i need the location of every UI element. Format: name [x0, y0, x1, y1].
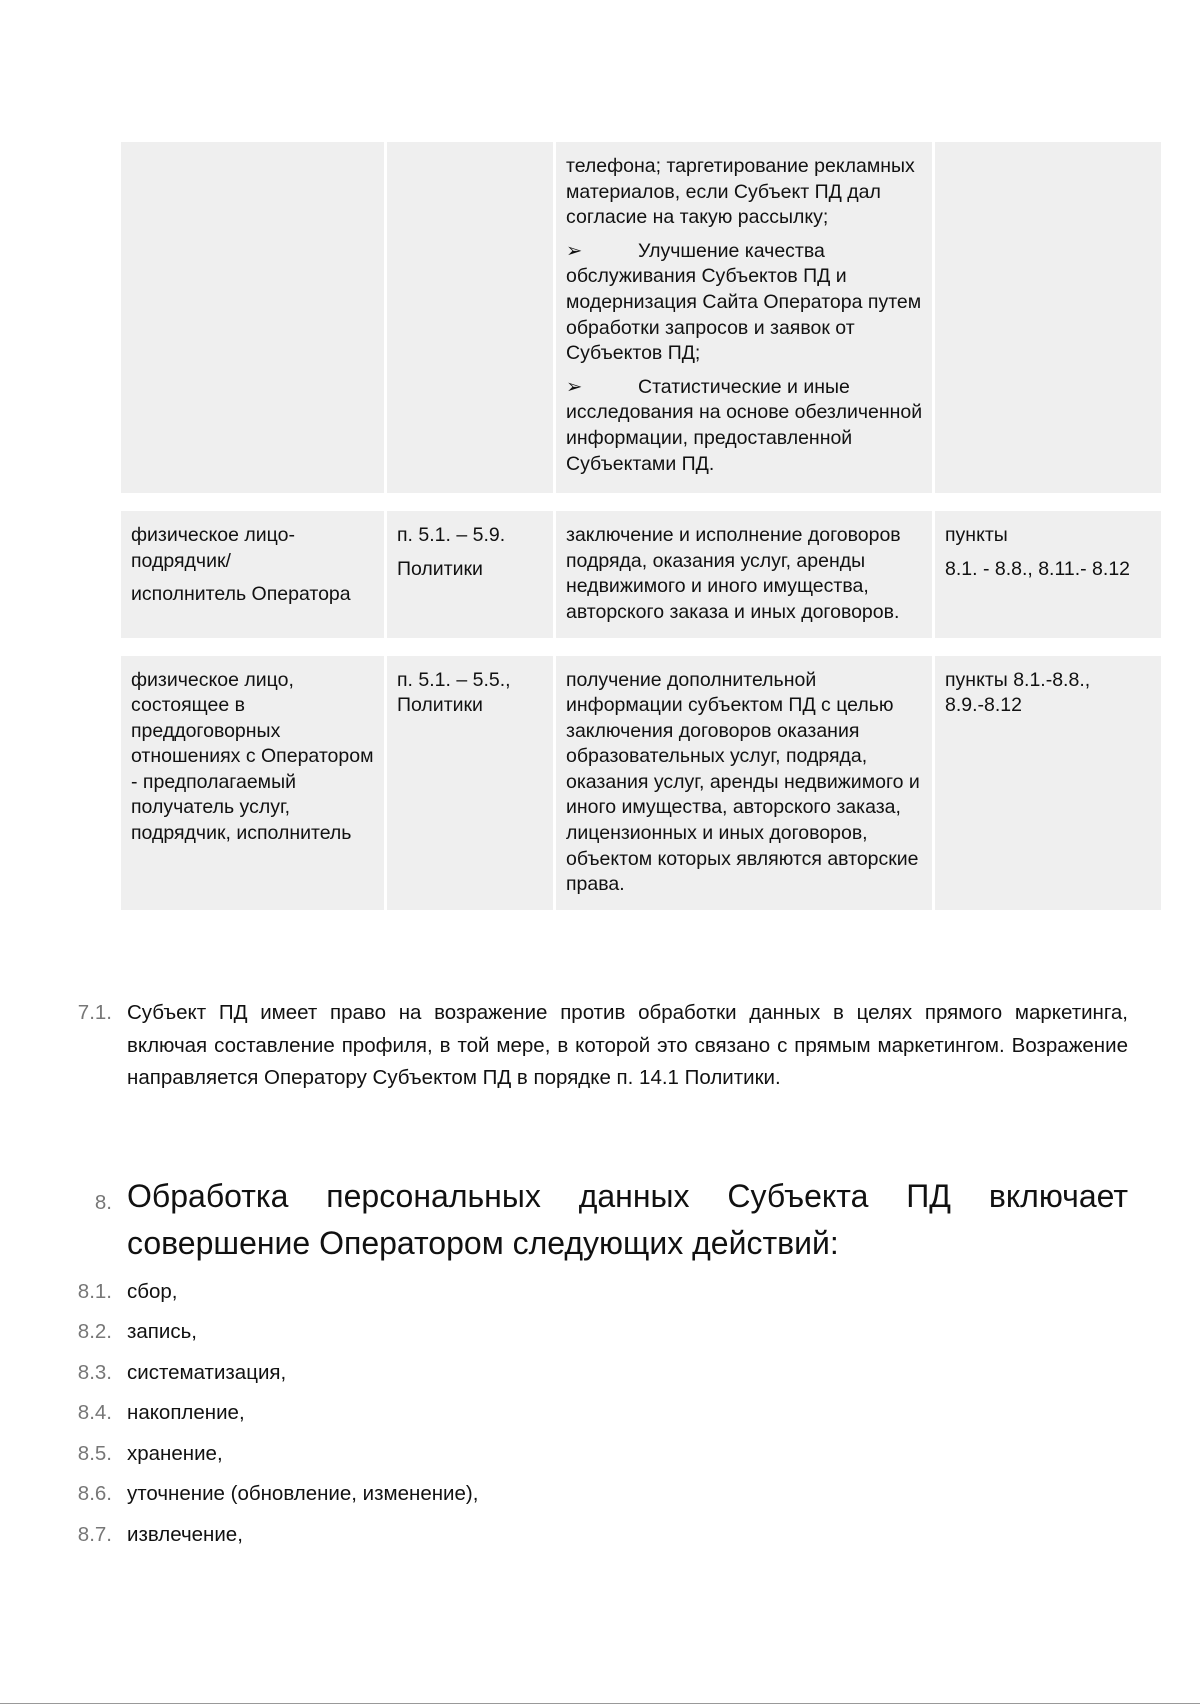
item-text: извлечение, — [127, 1523, 243, 1546]
purpose-text: телефона; таргетирование рекламных материалов, если Субъект ПД дал согласие на такую рассылку; — [566, 155, 915, 229]
grounds-text: Политики — [397, 557, 483, 580]
item-number: 8.1. — [77, 1280, 112, 1303]
item-text: запись, — [127, 1320, 197, 1343]
section-number: 8. — [94, 1191, 112, 1214]
item-number: 8.6. — [77, 1482, 112, 1505]
purpose-text: Улучшение качества обслуживания Субъектов ПД и модернизация Сайта Оператора путем обработки запросов и заявок от Субъектов ПД; — [566, 239, 922, 365]
item-number: 8.5. — [77, 1442, 112, 1465]
arrow-bullet-icon: ➢ — [566, 239, 583, 262]
item-text: уточнение (обновление, изменение), — [127, 1482, 479, 1505]
section-heading: Обработка персональных данных Субъекта ПД включает совершение Оператором следующих действий: — [127, 1178, 1128, 1261]
item-text: хранение, — [127, 1442, 223, 1465]
row-spacer — [121, 638, 1161, 656]
purposes-cell — [556, 511, 932, 637]
personal-data-table — [118, 142, 1164, 910]
item-number: 8.3. — [77, 1361, 112, 1384]
item-number: 8.7. — [77, 1523, 112, 1546]
clause-text: Субъект ПД имеет право на возражение против обработки данных в целях прямого маркетинга, включая составление профиля, в той мере, в которой это связано с прямым маркетингом. Возражение направляется Оператору Субъектом ПД в порядке п. 14.1 Политики. — [127, 1001, 1128, 1089]
subject-cell — [121, 656, 384, 910]
actions-cell — [935, 142, 1161, 493]
purpose-bullet — [566, 375, 924, 477]
actions-cell — [935, 511, 1161, 637]
grounds-cell — [387, 511, 553, 637]
clause-number: 7.1. — [77, 1001, 112, 1024]
subject-text: исполнитель Оператора — [131, 583, 351, 606]
purposes-cell — [556, 656, 932, 910]
item-number: 8.4. — [77, 1401, 112, 1424]
item-text: накопление, — [127, 1401, 245, 1424]
grounds-text: п. 5.1. – 5.5., Политики — [397, 668, 511, 717]
arrow-bullet-icon: ➢ — [566, 375, 583, 398]
purpose-bullet — [566, 239, 924, 367]
actions-text: пункты — [945, 524, 1008, 547]
item-text: сбор, — [127, 1280, 178, 1303]
actions-text: пункты 8.1.-8.8., 8.9.-8.12 — [945, 668, 1091, 717]
table-row — [121, 142, 1161, 493]
grounds-cell — [387, 142, 553, 493]
purpose-text: Статистические и иные исследования на основе обезличенной информации, предоставленной Субъектами ПД. — [566, 375, 923, 475]
purposes-cell — [556, 142, 932, 493]
subject-text: физическое лицо, состоящее в преддоговорных отношениях с Оператором - предполагаемый получатель услуг, подрядчик, исполнитель — [131, 668, 374, 845]
page-bottom-divider — [0, 1703, 1200, 1704]
actions-text: 8.1. - 8.8., 8.11.- 8.12 — [945, 557, 1131, 580]
purpose-text: заключение и исполнение договоров подряда, оказания услуг, аренды недвижимого и иного имущества, авторского заказа и иных договоров. — [566, 524, 901, 623]
grounds-cell — [387, 656, 553, 910]
table-row — [121, 511, 1161, 637]
subject-cell — [121, 511, 384, 637]
subject-text: физическое лицо-подрядчик/ — [131, 524, 295, 572]
grounds-text: п. 5.1. – 5.9. — [397, 524, 506, 547]
item-text: систематизация, — [127, 1361, 287, 1384]
table-row — [121, 656, 1161, 910]
row-spacer — [121, 493, 1161, 511]
purpose-text: получение дополнительной информации субъектом ПД с целью заключения договоров оказания образовательных услуг, подряда, оказания услуг, аренды недвижимого и иного имущества, авторского заказа, лицензионных и иных договоров, объектом которых являются авторские права. — [566, 668, 920, 896]
subject-cell — [121, 142, 384, 493]
item-number: 8.2. — [77, 1320, 112, 1343]
actions-cell — [935, 656, 1161, 910]
